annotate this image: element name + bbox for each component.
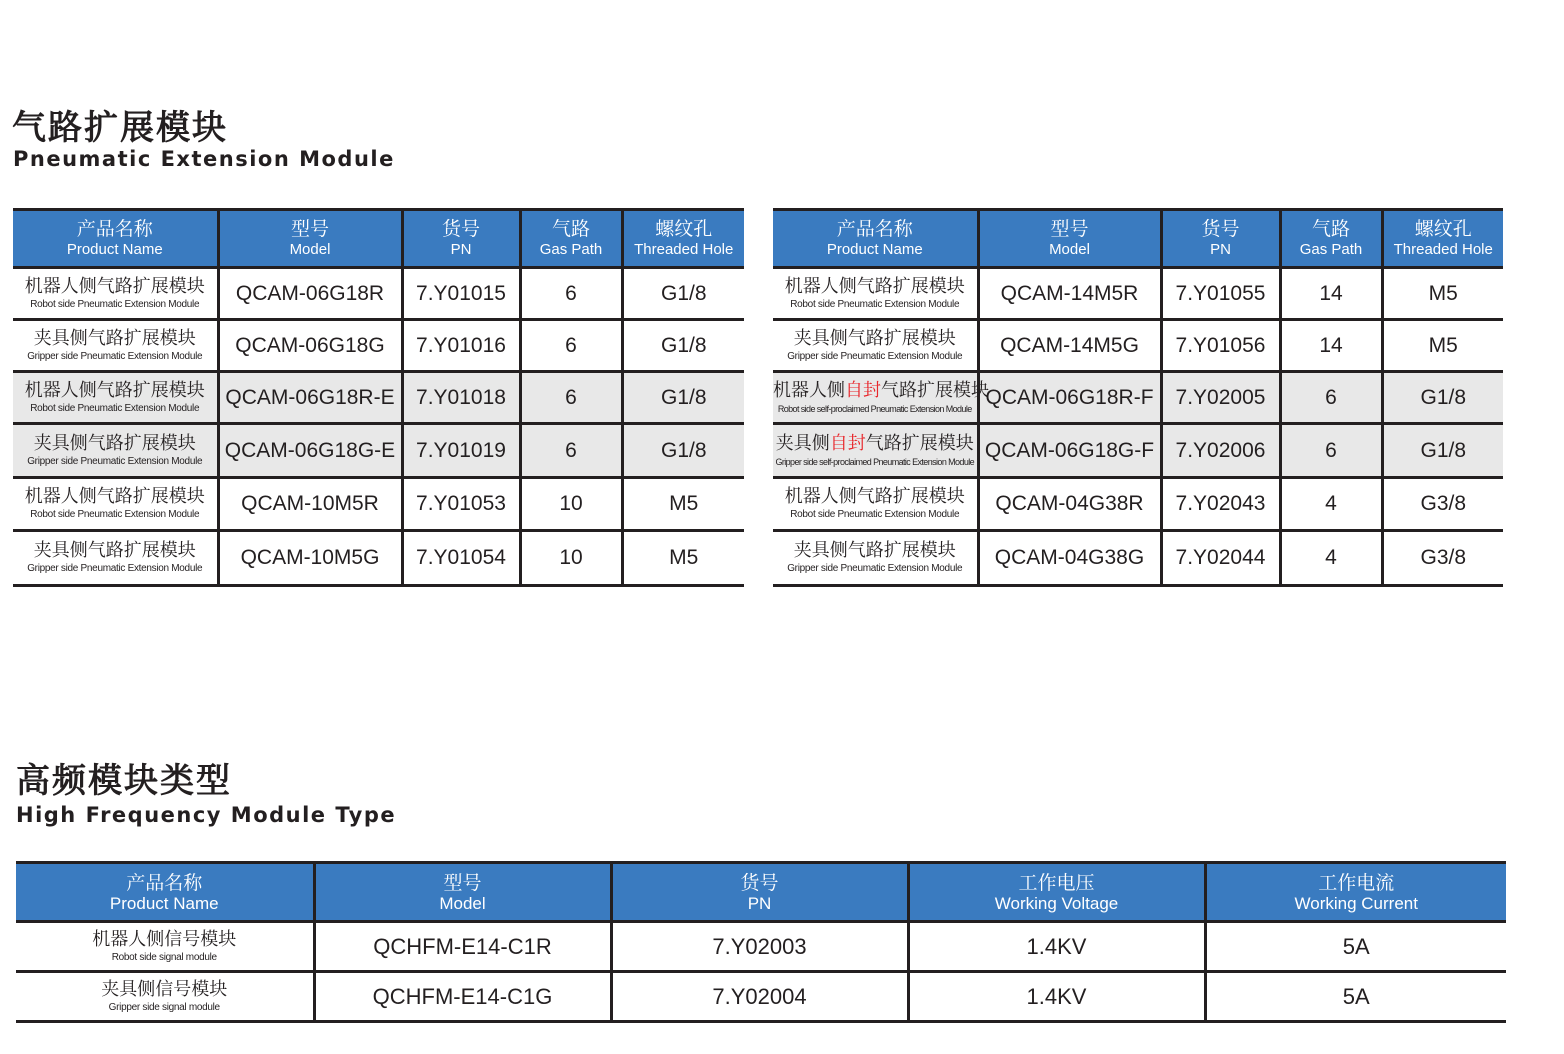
table-row (773, 531, 1503, 586)
gas-path-cell: 10 (520, 531, 622, 586)
model-cell: QCAM-14M5R (978, 268, 1161, 320)
header-product-name: 产品名称 Product Name (773, 210, 978, 268)
pn-cell: 7.Y01053 (402, 478, 520, 531)
pn-cell: 7.Y01016 (402, 320, 520, 372)
header-pn: 货号 PN (1161, 210, 1280, 268)
threaded-hole-cell: M5 (1382, 268, 1503, 320)
product-name-cell: 机器人侧自封气路扩展模块 Robot side self-proclaimed Pneumatic Extension Module (773, 372, 978, 424)
product-name-cell: 夹具侧气路扩展模块 Gripper side Pneumatic Extension Module (13, 320, 218, 372)
product-name-cell: 夹具侧信号模块 Gripper side signal module (16, 972, 314, 1022)
table-row (13, 424, 744, 478)
table-row (773, 268, 1503, 320)
pneumatic-table-left (13, 208, 744, 587)
gas-path-cell: 14 (1280, 320, 1382, 372)
section-title-cn: 气路扩展模块 (12, 108, 228, 148)
high-frequency-table (16, 861, 1506, 1023)
header-threaded-hole: 螺纹孔 Threaded Hole (1382, 210, 1503, 268)
table-header-row (13, 210, 744, 268)
voltage-cell: 1.4KV (908, 972, 1205, 1022)
model-cell: QCHFM-E14-C1R (314, 922, 611, 972)
current-cell: 5A (1205, 922, 1506, 972)
model-cell: QCAM-06G18R-F (978, 372, 1161, 424)
gas-path-cell: 10 (520, 478, 622, 531)
gas-path-cell: 14 (1280, 268, 1382, 320)
header-working-current: 工作电流 Working Current (1205, 863, 1506, 922)
pneumatic-table-right (773, 208, 1503, 587)
pn-cell: 7.Y02004 (611, 972, 908, 1022)
self-sealing-highlight: 自封 (829, 432, 866, 454)
table-row (13, 372, 744, 424)
gas-path-cell: 4 (1280, 478, 1382, 531)
gas-path-cell: 6 (520, 268, 622, 320)
header-product-name: 产品名称 Product Name (16, 863, 314, 922)
gas-path-cell: 6 (1280, 424, 1382, 478)
threaded-hole-cell: M5 (622, 531, 744, 586)
model-cell: QCAM-06G18G-F (978, 424, 1161, 478)
product-name-cell: 夹具侧气路扩展模块 Gripper side Pneumatic Extension Module (773, 531, 978, 586)
threaded-hole-cell: M5 (622, 478, 744, 531)
table-row (773, 320, 1503, 372)
table-row (773, 424, 1503, 478)
model-cell: QCAM-04G38G (978, 531, 1161, 586)
header-gas-path: 气路 Gas Path (520, 210, 622, 268)
threaded-hole-cell: G1/8 (1382, 424, 1503, 478)
pn-cell: 7.Y01019 (402, 424, 520, 478)
product-name-cell: 夹具侧气路扩展模块 Gripper side Pneumatic Extension Module (13, 424, 218, 478)
product-name-cell: 机器人侧气路扩展模块 Robot side Pneumatic Extension Module (13, 372, 218, 424)
section-title-en: High Frequency Module Type (16, 803, 397, 827)
table-header-row (773, 210, 1503, 268)
self-sealing-highlight: 自封 (845, 379, 881, 401)
model-cell: QCHFM-E14-C1G (314, 972, 611, 1022)
header-model: 型号 Model (314, 863, 611, 922)
model-cell: QCAM-14M5G (978, 320, 1161, 372)
pn-cell: 7.Y02003 (611, 922, 908, 972)
header-model: 型号 Model (978, 210, 1161, 268)
table-row (13, 268, 744, 320)
product-name-cell: 机器人侧气路扩展模块 Robot side Pneumatic Extension Module (773, 478, 978, 531)
gas-path-cell: 4 (1280, 531, 1382, 586)
model-cell: QCAM-10M5R (218, 478, 402, 531)
section-title-en: Pneumatic Extension Module (13, 147, 395, 171)
product-name-cell: 机器人侧气路扩展模块 Robot side Pneumatic Extension Module (13, 268, 218, 320)
table-row (16, 972, 1506, 1022)
section-title-cn: 高频模块类型 (16, 761, 232, 801)
header-threaded-hole: 螺纹孔 Threaded Hole (622, 210, 744, 268)
header-model: 型号 Model (218, 210, 402, 268)
model-cell: QCAM-10M5G (218, 531, 402, 586)
model-cell: QCAM-06G18G-E (218, 424, 402, 478)
product-name-cell: 夹具侧气路扩展模块 Gripper side Pneumatic Extension Module (773, 320, 978, 372)
header-working-voltage: 工作电压 Working Voltage (908, 863, 1205, 922)
threaded-hole-cell: G1/8 (622, 268, 744, 320)
pn-cell: 7.Y01056 (1161, 320, 1280, 372)
model-cell: QCAM-04G38R (978, 478, 1161, 531)
model-cell: QCAM-06G18G (218, 320, 402, 372)
table-row (13, 320, 744, 372)
pn-cell: 7.Y02006 (1161, 424, 1280, 478)
model-cell: QCAM-06G18R-E (218, 372, 402, 424)
pn-cell: 7.Y01055 (1161, 268, 1280, 320)
gas-path-cell: 6 (520, 320, 622, 372)
model-cell: QCAM-06G18R (218, 268, 402, 320)
gas-path-cell: 6 (1280, 372, 1382, 424)
threaded-hole-cell: G1/8 (1382, 372, 1503, 424)
header-gas-path: 气路 Gas Path (1280, 210, 1382, 268)
current-cell: 5A (1205, 972, 1506, 1022)
table-row (16, 922, 1506, 972)
pn-cell: 7.Y02043 (1161, 478, 1280, 531)
threaded-hole-cell: G1/8 (622, 424, 744, 478)
header-product-name: 产品名称 Product Name (13, 210, 218, 268)
pn-cell: 7.Y01054 (402, 531, 520, 586)
table-header-row (16, 863, 1506, 922)
product-name-cell: 机器人侧气路扩展模块 Robot side Pneumatic Extension Module (13, 478, 218, 531)
pn-cell: 7.Y01018 (402, 372, 520, 424)
table-row (13, 478, 744, 531)
product-name-cell: 机器人侧信号模块 Robot side signal module (16, 922, 314, 972)
pn-cell: 7.Y01015 (402, 268, 520, 320)
voltage-cell: 1.4KV (908, 922, 1205, 972)
threaded-hole-cell: G3/8 (1382, 531, 1503, 586)
threaded-hole-cell: G1/8 (622, 320, 744, 372)
threaded-hole-cell: G1/8 (622, 372, 744, 424)
header-pn: 货号 PN (611, 863, 908, 922)
threaded-hole-cell: M5 (1382, 320, 1503, 372)
gas-path-cell: 6 (520, 424, 622, 478)
pn-cell: 7.Y02005 (1161, 372, 1280, 424)
product-name-cell: 夹具侧气路扩展模块 Gripper side Pneumatic Extension Module (13, 531, 218, 586)
table-row (773, 372, 1503, 424)
table-row (13, 531, 744, 586)
product-name-cell: 机器人侧气路扩展模块 Robot side Pneumatic Extension Module (773, 268, 978, 320)
header-pn: 货号 PN (402, 210, 520, 268)
gas-path-cell: 6 (520, 372, 622, 424)
pn-cell: 7.Y02044 (1161, 531, 1280, 586)
product-name-cell: 夹具侧自封气路扩展模块 Gripper side self-proclaimed Pneumatic Extension Module (773, 424, 978, 478)
table-row (773, 478, 1503, 531)
threaded-hole-cell: G3/8 (1382, 478, 1503, 531)
